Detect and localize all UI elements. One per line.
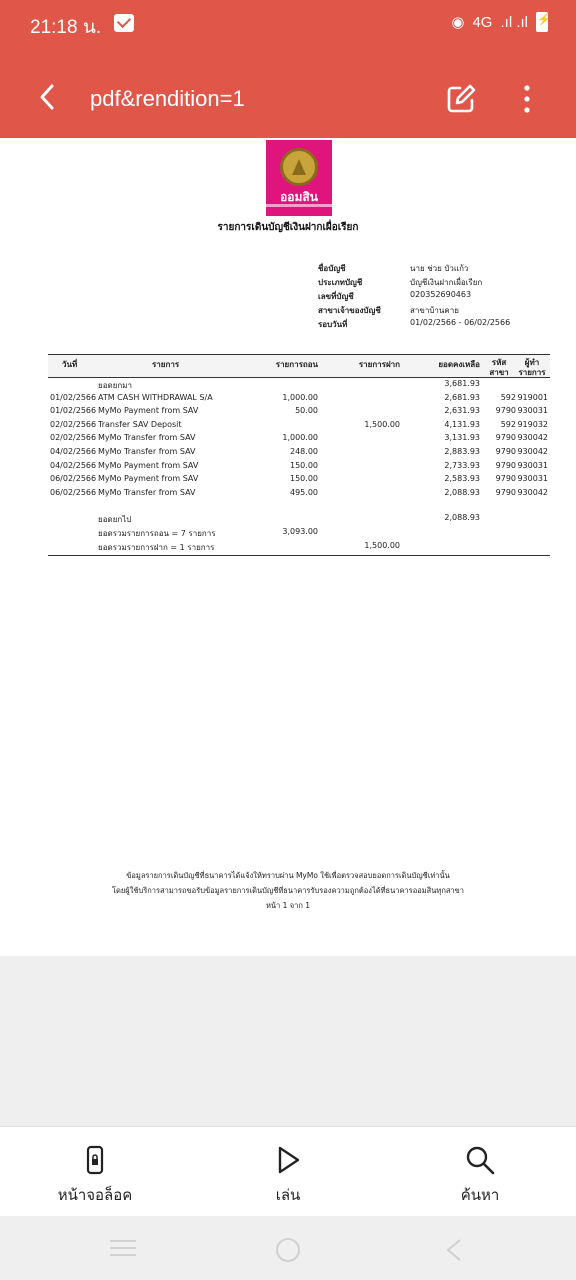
row-withdraw: 150.00	[290, 474, 318, 484]
row-date: 06/02/2566	[50, 474, 97, 484]
mail-notification-icon	[114, 14, 134, 32]
row-date: 01/02/2566	[50, 406, 97, 416]
row-description: ATM CASH WITHDRAWAL S/A	[98, 392, 213, 402]
row-operator: 919001	[517, 392, 548, 402]
total-deposit-row	[48, 540, 550, 554]
total-deposit-label: ยอดรวมรายการฝาก = 1 รายการ	[98, 542, 215, 552]
status-time: 21:18 น.	[30, 17, 102, 38]
info-value: 01/02/2566 - 06/02/2566	[410, 318, 511, 327]
table-row	[48, 446, 550, 460]
account-info	[318, 262, 570, 332]
battery-icon	[536, 12, 548, 32]
bank-brand: ออมสิน	[280, 190, 318, 204]
signal-icon: .ıl .ıl	[500, 13, 528, 31]
row-withdraw: 150.00	[290, 460, 318, 470]
col-operator: ผู้ทำรายการ	[518, 358, 546, 377]
table-row	[48, 432, 550, 446]
row-withdraw: 248.00	[290, 446, 318, 456]
table-row	[48, 405, 550, 419]
row-date: 02/02/2566	[50, 419, 97, 429]
status-icons	[451, 12, 548, 32]
more-vert-icon	[514, 82, 540, 116]
col-branch: รหัสสาขา	[489, 358, 509, 377]
info-value: นาย ช่วย บัวแก้ว	[410, 264, 469, 273]
logo-underline	[266, 204, 332, 207]
table-row	[48, 473, 550, 487]
lock-screen-icon	[80, 1145, 110, 1175]
play-label: เล่น	[275, 1186, 301, 1204]
row-balance: 4,131.93	[444, 419, 480, 429]
col-withdraw: รายการถอน	[275, 360, 318, 369]
info-row	[318, 276, 570, 290]
recent-apps-button[interactable]	[110, 1240, 136, 1258]
edit-button[interactable]	[444, 82, 478, 116]
footer-note	[0, 868, 576, 913]
row-branch: 9790	[495, 474, 516, 484]
search-label: ค้นหา	[460, 1186, 500, 1204]
row-operator: 919032	[517, 419, 548, 429]
closing-balance: 2,088.93	[444, 513, 480, 523]
row-description: Transfer SAV Deposit	[98, 419, 182, 429]
row-operator: 930031	[517, 474, 548, 484]
row-description: MyMo Payment from SAV	[98, 460, 199, 470]
row-operator: 930031	[517, 460, 548, 470]
row-balance: 2,733.93	[444, 460, 480, 470]
row-balance: 2,681.93	[444, 392, 480, 402]
opening-label: ยอดยกมา	[98, 381, 132, 390]
edit-icon	[444, 82, 478, 116]
col-date: วันที่	[62, 360, 78, 369]
row-balance: 2,883.93	[444, 446, 480, 456]
total-deposit-value: 1,500.00	[364, 540, 400, 550]
statement-table	[48, 354, 550, 556]
bank-logo	[266, 140, 332, 216]
row-branch: 9790	[495, 446, 516, 456]
row-date: 01/02/2566	[50, 392, 97, 402]
row-operator: 930042	[517, 446, 548, 456]
system-back-button[interactable]	[444, 1238, 464, 1262]
opening-row	[48, 378, 550, 392]
back-arrow-icon	[34, 82, 64, 112]
row-withdraw: 495.00	[290, 487, 318, 497]
row-branch: 9790	[495, 487, 516, 497]
info-value: สาขาบ้านคาย	[410, 306, 459, 315]
app-header	[0, 0, 576, 138]
row-balance: 3,131.93	[444, 433, 480, 443]
note-line-2: โดยผู้ใช้บริการสามารถขอรับข้อมูลรายการเดินบัญชีที่ธนาคารรับรองความถูกต้องได้ที่ธนาคารออมสินทุกสาขา	[112, 886, 464, 895]
table-row	[48, 487, 550, 501]
info-row	[318, 304, 570, 318]
spacer	[48, 500, 550, 512]
info-row	[318, 318, 570, 332]
total-withdraw-value: 3,093.00	[282, 526, 318, 536]
info-key: ประเภทบัญชี	[318, 278, 363, 287]
row-description: MyMo Transfer from SAV	[98, 487, 196, 497]
col-balance: ยอดคงเหลือ	[438, 360, 480, 369]
lock-screen-label: หน้าจอล็อค	[57, 1186, 133, 1204]
transaction-rows	[48, 392, 550, 501]
row-operator: 930031	[517, 406, 548, 416]
system-nav-bar	[0, 1216, 576, 1280]
info-key: ชื่อบัญชี	[318, 264, 346, 273]
note-line-1: ข้อมูลรายการเดินบัญชีที่ธนาคารได้แจ้งให้ทราบผ่าน MyMo ใช้เพื่อตรวจสอบยอดการเดินบัญชีเท่านั้น	[126, 871, 450, 880]
statement-title: รายการเดินบัญชีเงินฝากเผื่อเรียก	[217, 222, 359, 233]
closing-row	[48, 512, 550, 526]
row-withdraw: 1,000.00	[282, 392, 318, 402]
play-button[interactable]	[213, 1127, 363, 1217]
search-icon	[465, 1145, 495, 1175]
play-icon	[273, 1145, 303, 1175]
row-operator: 930042	[517, 487, 548, 497]
info-key: เลขที่บัญชี	[318, 292, 354, 301]
row-branch: 9790	[495, 406, 516, 416]
info-row	[318, 290, 570, 304]
col-deposit: รายการฝาก	[358, 360, 400, 369]
row-date: 04/02/2566	[50, 446, 97, 456]
bank-seal-icon	[280, 148, 318, 186]
row-balance: 2,088.93	[444, 487, 480, 497]
row-branch: 592	[500, 419, 516, 429]
closing-label: ยอดยกไป	[98, 515, 132, 525]
table-row	[48, 460, 550, 474]
opening-balance: 3,681.93	[444, 379, 480, 388]
pdf-page	[0, 138, 576, 956]
total-withdraw-row	[48, 526, 550, 540]
row-withdraw: 1,000.00	[282, 433, 318, 443]
table-header	[48, 354, 550, 378]
table-bottom-rule	[48, 555, 550, 556]
row-deposit: 1,500.00	[364, 419, 400, 429]
row-balance: 2,583.93	[444, 474, 480, 484]
col-desc: รายการ	[152, 360, 180, 369]
row-description: MyMo Transfer from SAV	[98, 446, 196, 456]
row-date: 02/02/2566	[50, 433, 97, 443]
row-withdraw: 50.00	[295, 406, 318, 416]
document-title: pdf&rendition=1	[90, 86, 245, 111]
row-operator: 930042	[517, 433, 548, 443]
more-options-button[interactable]	[514, 82, 540, 116]
system-back-icon	[444, 1238, 464, 1262]
row-branch: 592	[500, 392, 516, 402]
total-withdraw-label: ยอดรวมรายการถอน = 7 รายการ	[98, 528, 216, 538]
info-key: สาขาเจ้าของบัญชี	[318, 306, 381, 315]
table-row	[48, 392, 550, 406]
row-description: MyMo Payment from SAV	[98, 474, 199, 484]
info-value: บัญชีเงินฝากเผื่อเรียก	[410, 278, 483, 287]
info-key: รอบวันที่	[318, 320, 348, 329]
toolbar	[0, 64, 576, 134]
page-number: หน้า 1 จาก 1	[265, 901, 311, 910]
lock-screen-button[interactable]	[20, 1127, 170, 1217]
row-description: MyMo Payment from SAV	[98, 406, 199, 416]
row-date: 06/02/2566	[50, 487, 97, 497]
row-description: MyMo Transfer from SAV	[98, 433, 196, 443]
status-bar	[0, 0, 576, 48]
info-value: 020352690463	[410, 290, 472, 299]
search-button[interactable]	[405, 1127, 555, 1217]
row-balance: 2,631.93	[444, 406, 480, 416]
row-branch: 9790	[495, 433, 516, 443]
back-button[interactable]	[34, 82, 64, 112]
table-row	[48, 419, 550, 433]
hotspot-icon: ◉	[451, 14, 465, 31]
bottom-action-bar	[0, 1126, 576, 1216]
row-date: 04/02/2566	[50, 460, 97, 470]
row-branch: 9790	[495, 460, 516, 470]
network-type: 4G	[472, 13, 493, 31]
info-row	[318, 262, 570, 276]
home-button[interactable]	[276, 1238, 300, 1262]
